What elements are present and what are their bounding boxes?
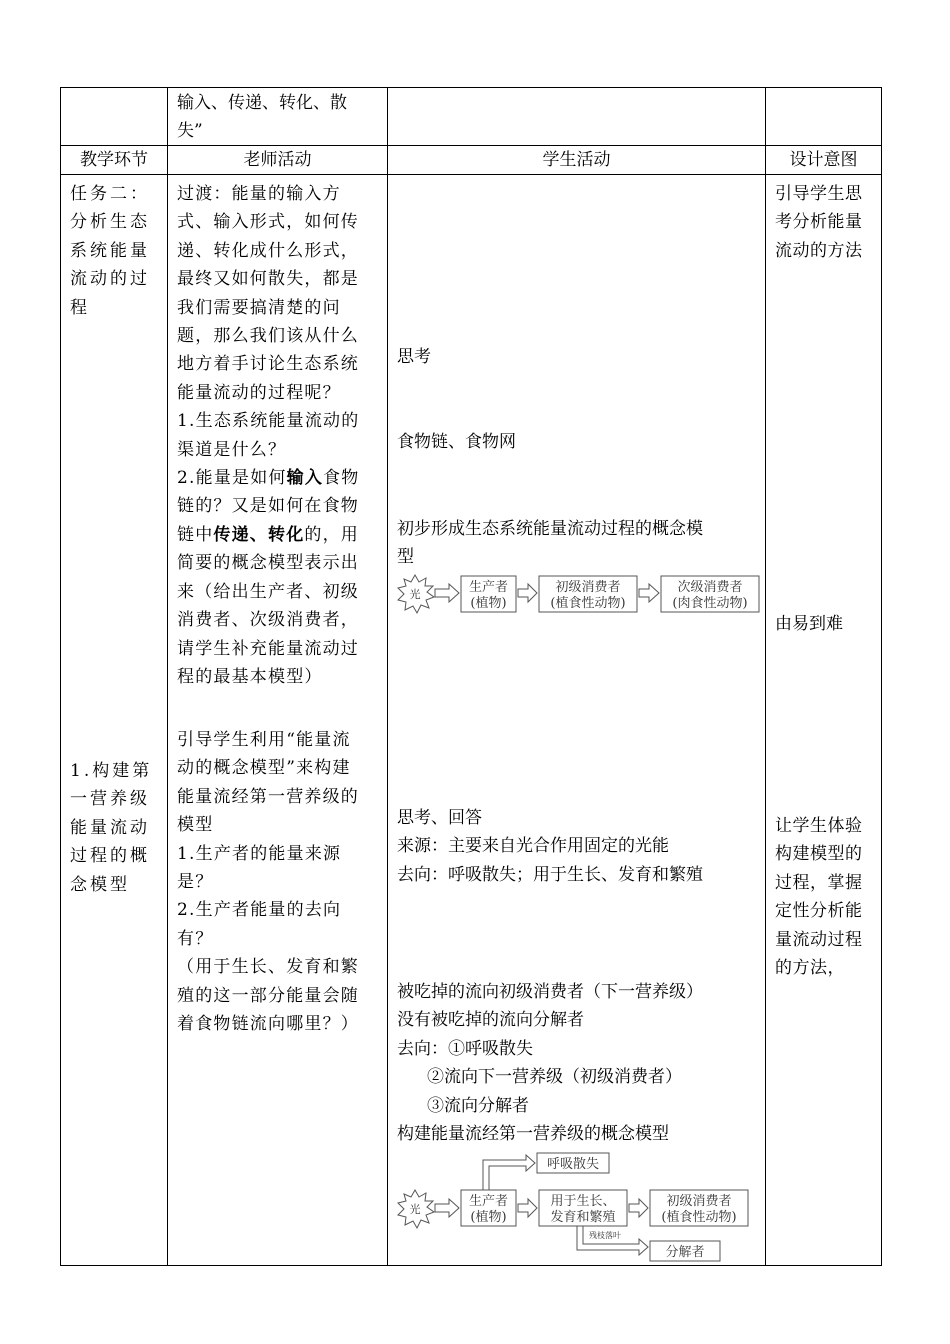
svg-text:用于生长、: 用于生长、	[550, 1194, 616, 1209]
table-border-left	[60, 87, 61, 1266]
header-student-activity: 学生活动	[542, 150, 611, 170]
svg-text:发育和繁殖: 发育和繁殖	[550, 1210, 616, 1225]
primary-consumer-box	[650, 1190, 748, 1226]
svg-text:(植物): (植物)	[470, 1210, 507, 1225]
hollow-elbow-arrow-icon	[483, 1155, 535, 1190]
svg-text:次级消费者: 次级消费者	[677, 580, 743, 595]
header-teacher-activity: 老师活动	[243, 150, 312, 170]
svg-text:(植食性动物): (植食性动物)	[661, 1210, 737, 1225]
header-design-intent: 设计意图	[789, 150, 858, 170]
svg-text:呼吸散失: 呼吸散失	[546, 1157, 600, 1172]
svg-text:分解者: 分解者	[665, 1245, 705, 1260]
hollow-arrow-icon	[435, 584, 459, 602]
svg-text:生产者: 生产者	[468, 1194, 509, 1209]
energy-flow-basic-diagram	[395, 572, 765, 618]
hollow-arrow-icon	[629, 1199, 648, 1217]
svg-text:光: 光	[409, 1203, 421, 1216]
svg-text:初级消费者: 初级消费者	[555, 580, 621, 595]
svg-text:光: 光	[409, 588, 421, 601]
table-border-bottom	[60, 1265, 882, 1266]
table-border-top	[60, 87, 882, 88]
hollow-arrow-icon	[518, 1199, 537, 1217]
svg-text:生产者: 生产者	[468, 580, 509, 595]
respiration-box	[537, 1153, 609, 1173]
table-col-divider-3	[765, 87, 766, 1266]
secondary-consumer-box	[661, 576, 759, 612]
light-burst-icon	[398, 575, 434, 613]
step1-label: 1.构建第 一营养级 能量流动 过程的概 念模型	[70, 761, 153, 895]
question-2-line-3: 链中传递、转化的，用	[177, 524, 360, 545]
svg-text:(肉食性动物): (肉食性动物)	[672, 596, 748, 611]
table-col-divider-1	[167, 87, 168, 1266]
student-food-chain: 食物链、食物网	[397, 432, 516, 452]
teacher-guide-paragraph: 引导学生利用“能量流 动的概念模型”来构建 能量流经第一营养级的 模型 1.生产者的能量来源 是？ 2.生产者能量的去向 有？ （用于生长、发育和繁 殖的这一部分能量会随 着食物链流向哪里？）	[177, 730, 359, 1035]
producer-box	[461, 576, 516, 612]
teacher-transition-paragraph: 过渡：能量的输入方 式、输入形式，如何传 递、转化成什么形式， 最终又如何散失，都是 我们需要搞清楚的问 题，那么我们该从什么 地方着手讨论生态系统 能量流动的过程呢？ 1.生态系统能量流动的 渠道是什么？ 2.能量是如何输入食物 链的？又是如何在食物 链中传递、转化的，用 简要的概念模型表示出 来（给出生产者、初级 消费者、次级消费者， 请学生补充能量流动过 程的最基本模型）	[177, 180, 379, 691]
design-intent-2: 由易到难	[775, 614, 843, 634]
growth-reproduction-box	[539, 1190, 627, 1226]
producer-box	[461, 1190, 516, 1226]
task2-label: 任务二： 分析生态 系统能量 流动的过 程	[70, 184, 150, 318]
hollow-arrow-icon	[518, 584, 537, 602]
hollow-arrow-icon	[435, 1199, 459, 1217]
table-col-divider-2	[387, 87, 388, 1266]
student-initial-model: 初步形成生态系统能量流动过程的概念模 型	[397, 519, 703, 568]
first-trophic-level-diagram	[395, 1150, 765, 1264]
svg-text:初级消费者: 初级消费者	[666, 1194, 732, 1209]
primary-consumer-box	[539, 576, 637, 612]
top-row-teacher-text: 输入、传递、转化、散 失”	[177, 93, 347, 142]
student-destination: 被吃掉的流向初级消费者（下一营养级） 没有被吃掉的流向分解者 去向：①呼吸散失 ②流向下一营养级（初级消费者） ③流向分解者 构建能量流经第一营养级的概念模型	[397, 982, 703, 1145]
decomposer-box	[650, 1241, 720, 1261]
litter-label: 残枝落叶	[589, 1231, 621, 1240]
student-think: 思考	[397, 347, 431, 367]
question-2-line-1: 2.能量是如何输入食物	[177, 468, 360, 489]
table-border-right	[881, 87, 882, 1266]
svg-text:(植物): (植物)	[470, 596, 507, 611]
light-burst-icon	[398, 1190, 434, 1228]
svg-text:(植食性动物): (植食性动物)	[550, 596, 626, 611]
student-answer: 思考、回答 来源：主要来自光合作用固定的光能 去向：呼吸散失；用于生长、发育和繁殖	[397, 808, 703, 885]
design-intent-3: 让学生体验 构建模型的 过程，掌握 定性分析能 量流动过程 的方法，	[775, 816, 863, 979]
hollow-arrow-icon	[639, 584, 659, 602]
header-teaching-step: 教学环节	[80, 150, 148, 170]
design-intent-1: 引导学生思 考分析能量 流动的方法	[775, 184, 863, 261]
